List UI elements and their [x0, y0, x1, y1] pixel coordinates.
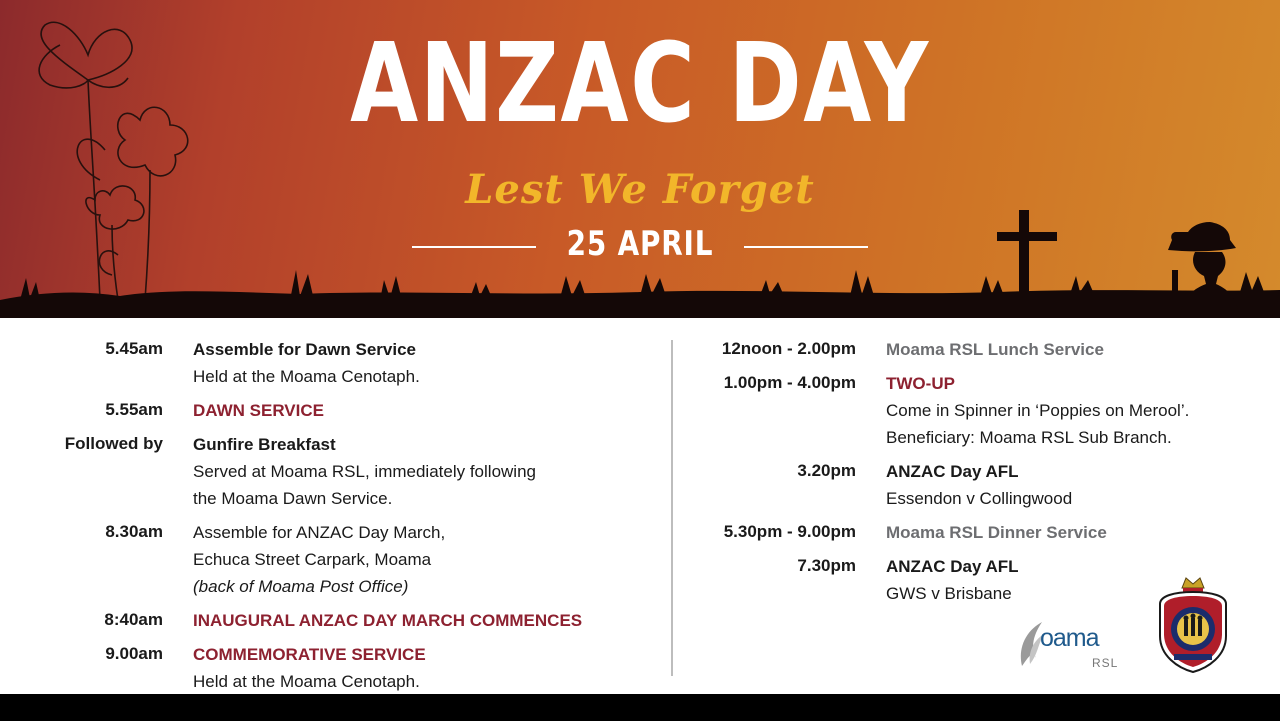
event-details	[193, 641, 660, 695]
event-title: Assemble for Dawn Service	[193, 340, 416, 359]
event-detail-note: (back of Moama Post Office)	[193, 577, 409, 596]
event-title: Moama RSL Lunch Service	[886, 340, 1104, 359]
event-time: Followed by	[64, 434, 163, 453]
event-details	[886, 458, 1250, 512]
schedule-left-column	[0, 336, 660, 702]
moama-rsl-logo	[1016, 620, 1126, 674]
event-time: 1.00pm - 4.00pm	[723, 373, 856, 392]
event-details	[193, 397, 660, 424]
event-details	[886, 336, 1250, 363]
schedule-event	[0, 641, 660, 695]
event-title: ANZAC Day AFL	[886, 557, 1019, 576]
hero-banner	[0, 0, 1280, 318]
schedule-event	[690, 519, 1250, 546]
event-time: 8.30am	[105, 522, 163, 541]
schedule-event	[0, 519, 660, 600]
event-title: INAUGURAL ANZAC DAY MARCH COMMENCES	[193, 611, 583, 630]
event-title: Moama RSL Dinner Service	[886, 523, 1107, 542]
event-details	[886, 519, 1250, 546]
event-title: COMMEMORATIVE SERVICE	[193, 645, 426, 664]
date-rule-left	[412, 246, 536, 248]
event-time: 12noon - 2.00pm	[721, 339, 856, 358]
schedule-event	[0, 431, 660, 512]
event-title: DAWN SERVICE	[193, 401, 324, 420]
banner-date: 25 APRIL	[566, 224, 714, 264]
bottom-bar	[0, 694, 1280, 721]
schedule-right-column	[690, 336, 1250, 614]
banner-subtitle: Lest We Forget	[465, 166, 815, 213]
event-time: 5.30pm - 9.00pm	[723, 522, 856, 541]
banner-title: ANZAC DAY	[350, 19, 930, 147]
event-title: TWO-UP	[886, 374, 955, 393]
event-details	[193, 607, 660, 634]
event-detail-line: Held at the Moama Cenotaph.	[193, 367, 420, 386]
schedule-event	[690, 336, 1250, 363]
column-divider	[671, 340, 673, 676]
event-details	[193, 336, 660, 390]
event-detail-line: Assemble for ANZAC Day March,	[193, 523, 446, 542]
schedule-event	[690, 370, 1250, 451]
banner-date-row	[412, 224, 868, 268]
schedule-event	[0, 607, 660, 634]
event-title: Gunfire Breakfast	[193, 435, 336, 454]
event-time: 9.00am	[105, 644, 163, 663]
event-title: ANZAC Day AFL	[886, 462, 1019, 481]
schedule-event	[0, 336, 660, 390]
event-detail-line: Essendon v Collingwood	[886, 489, 1073, 508]
event-time: 7.30pm	[797, 556, 856, 575]
event-detail-line: Beneficiary: Moama RSL Sub Branch.	[886, 428, 1172, 447]
event-detail-line: the Moama Dawn Service.	[193, 489, 393, 508]
event-details	[193, 431, 660, 512]
event-detail-line: Held at the Moama Cenotaph.	[193, 672, 420, 691]
event-details	[193, 519, 660, 600]
date-rule-right	[744, 246, 868, 248]
moama-wordmark: oama	[1040, 624, 1099, 652]
event-time: 8:40am	[104, 610, 163, 629]
rsl-badge-icon	[1150, 574, 1236, 674]
memorial-cross-icon	[997, 210, 1057, 296]
event-detail-line: GWS v Brisbane	[886, 584, 1012, 603]
event-detail-line: Come in Spinner in ‘Poppies on Merool’.	[886, 401, 1190, 420]
moama-rsl-label: RSL	[1092, 656, 1119, 670]
schedule-event	[690, 458, 1250, 512]
event-detail-line: Echuca Street Carpark, Moama	[193, 550, 432, 569]
event-time: 5.45am	[105, 339, 163, 358]
schedule-event	[0, 397, 660, 424]
ground-silhouette	[0, 290, 1280, 318]
event-detail-line: Served at Moama RSL, immediately following	[193, 462, 536, 481]
event-time: 5.55am	[105, 400, 163, 419]
event-time: 3.20pm	[797, 461, 856, 480]
event-details	[886, 370, 1250, 451]
